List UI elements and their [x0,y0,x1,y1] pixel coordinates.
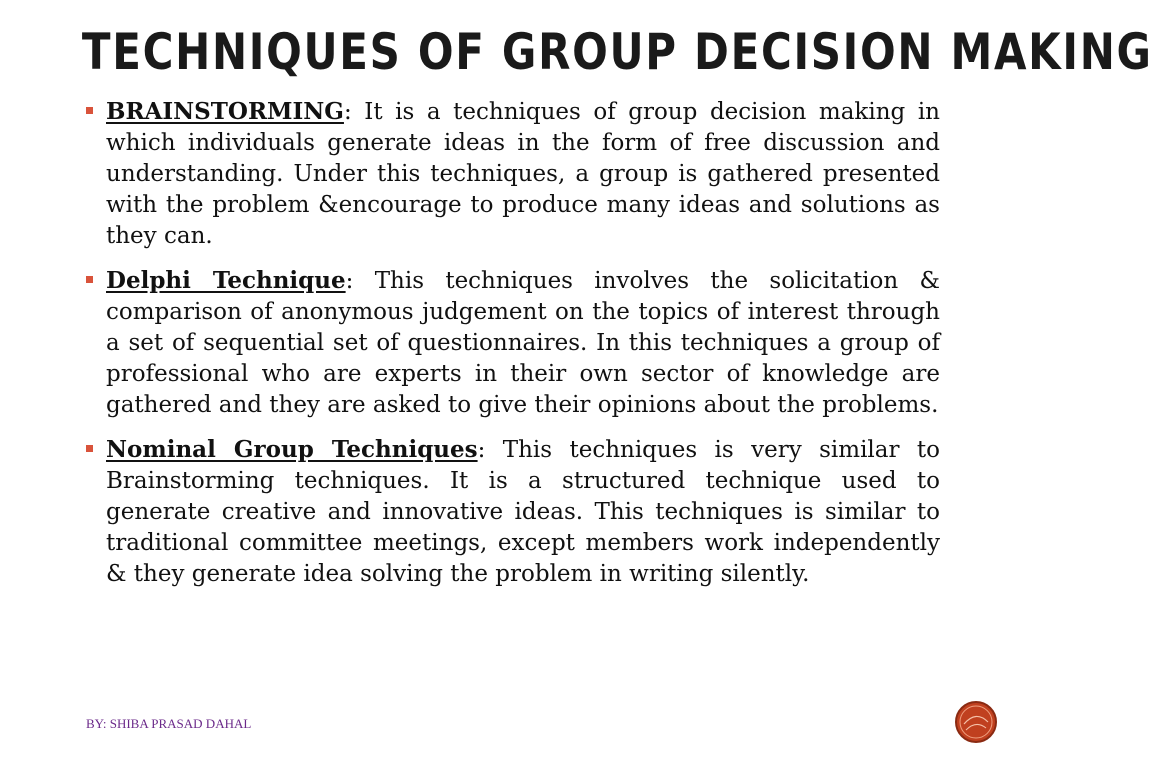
list-item-nominal-group [86,434,940,590]
circle-logo-icon [954,700,998,744]
bullet-list [86,96,940,603]
bullet-square-icon [86,445,93,452]
list-item-delphi [86,265,940,421]
term-nominal-group: Nominal Group Techniques [106,436,478,463]
description-brainstorming: It is a techniques of group decision making in which individuals generate ideas in the form of free discussion and understanding. Under this techniques, a group is gathered presented with the problem &encourage to produce many ideas and solutions as they can. [106,99,940,249]
footer-author: BY: SHIBA PRASAD DAHAL [86,716,252,731]
bullet-square-icon [86,276,93,283]
term-brainstorming: BRAINSTORMING [106,98,344,125]
description-nominal-group: This techniques is very similar to Brainstorming techniques. It is a structured technique used to generate creative and innovative ideas. This techniques is similar to traditional committee meetings, except members work independently & they generate idea solving the problem in writing silently. [106,437,940,587]
term-separator: : [477,437,503,463]
bullet-square-icon [86,107,93,114]
term-separator: : [345,268,375,294]
term-separator: : [343,99,365,125]
list-item-brainstorming [86,96,940,252]
term-delphi: Delphi Technique [106,267,346,294]
description-delphi: This techniques involves the solicitation & comparison of anonymous judgement on the topics of interest through a set of sequential set of questionnaires. In this techniques a group of professional who are experts in their own sector of knowledge are gathered and they are asked to give their opinions about the problems. [106,268,940,418]
slide-title: TECHNIQUES OF GROUP DECISION MAKING [81,23,1153,81]
